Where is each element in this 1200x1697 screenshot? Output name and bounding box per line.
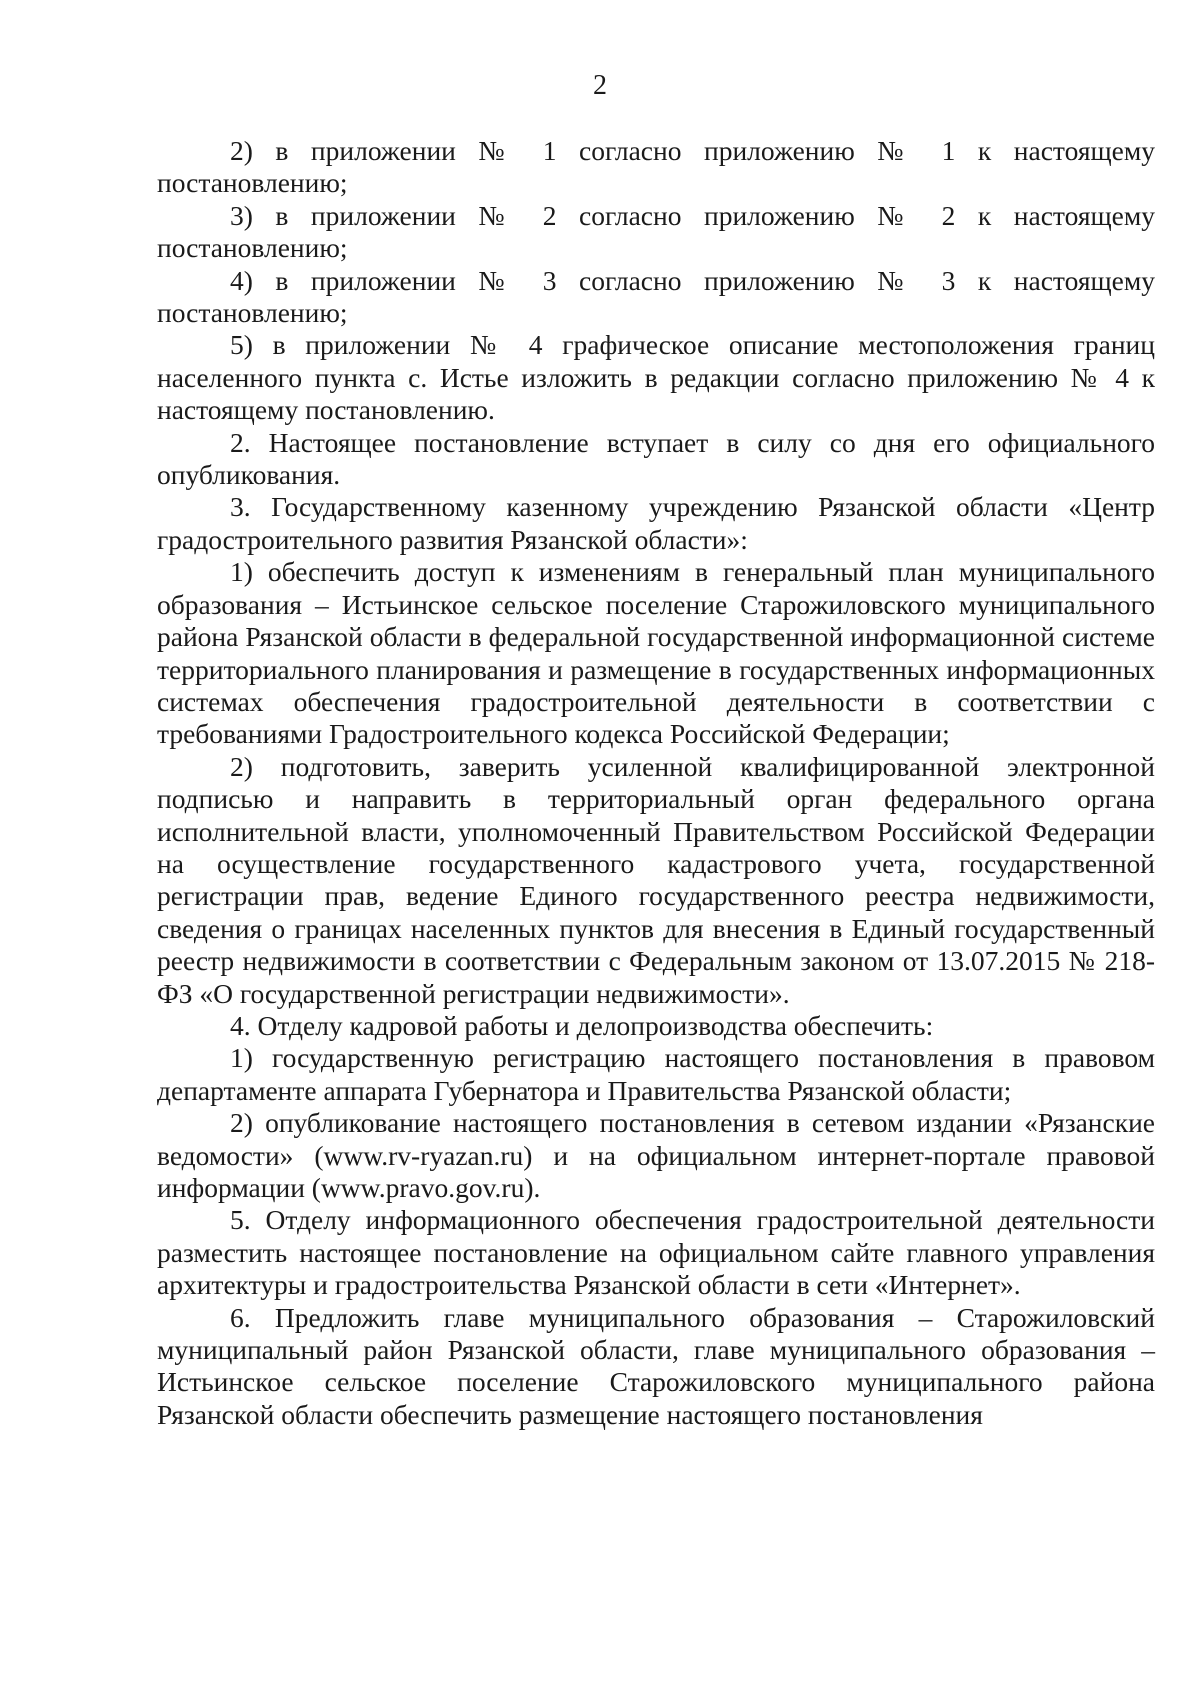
paragraph-clause-6: 6. Предложить главе муниципального образования – Старожиловский муниципальный район Рязанской области, главе муниципального образования – Истьинское сельское поселение Старожиловского муниципального района Рязанской области обеспечить размещение настоящего постановления xyxy=(157,1301,1155,1430)
paragraph-clause-2: 2. Настоящее постановление вступает в силу со дня его официального опубликования. xyxy=(157,426,1155,491)
page-number: 2 xyxy=(593,70,607,101)
paragraph-clause-3-item-1: 1) обеспечить доступ к изменениям в генеральный план муниципального образования – Истьинское сельское поселение Старожиловского муниципального района Рязанской области в федеральной государственной информационной системе территориального планирования и размещение в государственных информационных системах обеспечения градостроительной деятельности в соответствии с требованиями Градостроительного кодекса Российской Федерации; xyxy=(157,556,1155,750)
paragraph-clause-3-item-2: 2) подготовить, заверить усиленной квалифицированной электронной подписью и направить в территориальный орган федерального органа исполнительной власти, уполномоченный Правительством Российской Федерации на осуществление государственного кадастрового учета, государственной регистрации прав, ведение Единого государственного реестра недвижимости, сведения о границах населенных пунктов для внесения в Единый государственный реестр недвижимости в соответствии с Федеральным законом от 13.07.2015 № 218-ФЗ «О государственной регистрации недвижимости». xyxy=(157,750,1155,1009)
paragraph-item-5-appendix-4: 5) в приложении № 4 графическое описание местоположения границ населенного пункта с. Истье изложить в редакции согласно приложению № 4 к настоящему постановлению. xyxy=(157,329,1155,426)
paragraph-clause-3: 3. Государственному казенному учреждению Рязанской области «Центр градостроительного развития Рязанской области»: xyxy=(157,491,1155,555)
paragraph-item-2-appendix-1: 2) в приложении № 1 согласно приложению № 1 к настоящему постановлению; xyxy=(157,135,1155,199)
document-body xyxy=(157,135,1155,1431)
paragraph-clause-4-item-2: 2) опубликование настоящего постановления в сетевом издании «Рязанские ведомости» (www.rv-ryazan.ru) и на официальном интернет-портале правовой информации (www.pravo.gov.ru). xyxy=(157,1107,1155,1203)
paragraph-item-4-appendix-3: 4) в приложении № 3 согласно приложению № 3 к настоящему постановлению; xyxy=(157,264,1155,329)
paragraph-item-3-appendix-2: 3) в приложении № 2 согласно приложению № 2 к настоящему постановлению; xyxy=(157,199,1155,264)
paragraph-clause-5: 5. Отделу информационного обеспечения градостроительной деятельности разместить настоящее постановление на официальном сайте главного управления архитектуры и градостроительства Рязанской области в сети «Интернет». xyxy=(157,1204,1155,1301)
paragraph-clause-4: 4. Отделу кадровой работы и делопроизводства обеспечить: xyxy=(230,1009,934,1041)
paragraph-clause-4-item-1: 1) государственную регистрацию настоящего постановления в правовом департаменте аппарата Губернатора и Правительства Рязанской области; xyxy=(157,1042,1155,1106)
